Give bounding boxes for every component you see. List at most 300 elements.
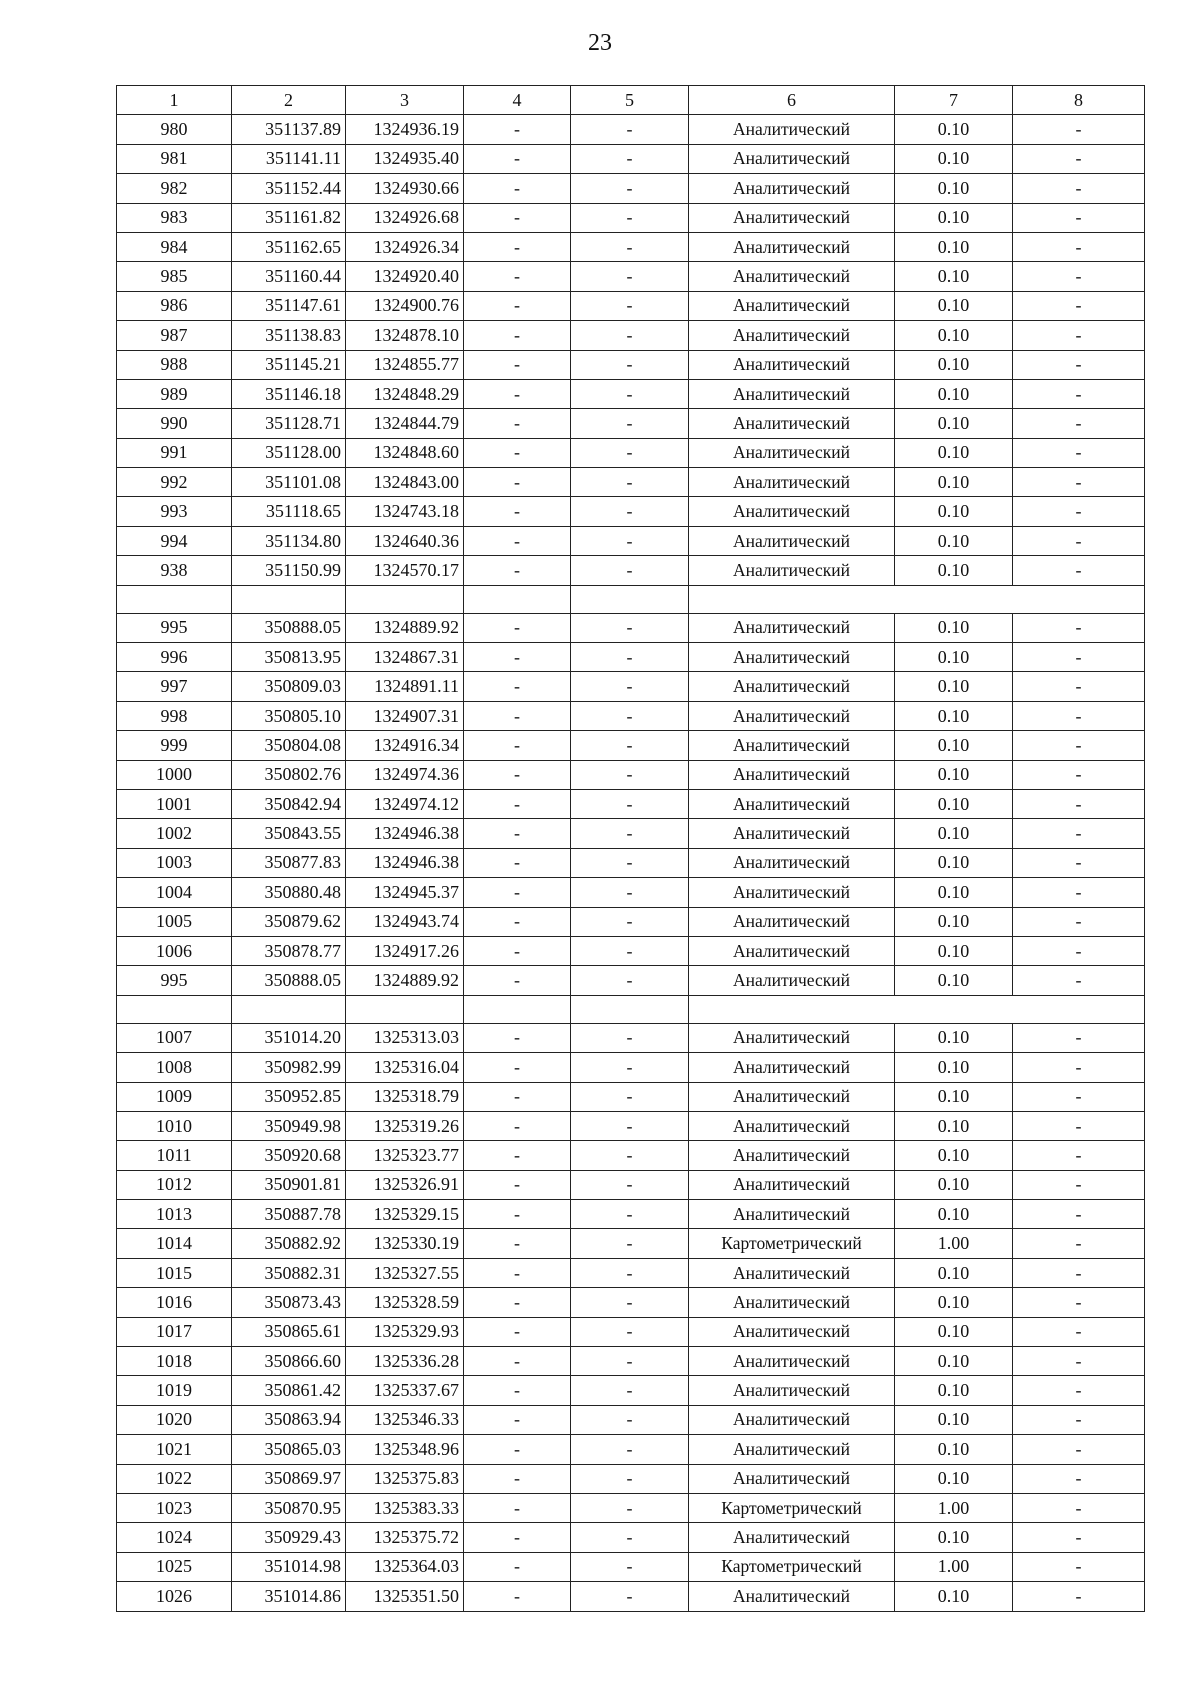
table-cell-col-6: Аналитический	[689, 232, 895, 261]
table-cell-col-8: -	[1013, 232, 1145, 261]
table-cell-col-8: -	[1013, 1258, 1145, 1287]
table-cell-col-7: 0.10	[895, 203, 1013, 232]
table-cell-col-6: Аналитический	[689, 760, 895, 789]
column-header: 4	[464, 86, 571, 115]
table-cell-col-7: 0.10	[895, 789, 1013, 818]
table-cell-col-8: -	[1013, 556, 1145, 585]
table-cell-col-2: 351137.89	[232, 115, 346, 144]
table-cell-col-2: 351014.98	[232, 1552, 346, 1581]
table-cell-col-6: Аналитический	[689, 613, 895, 642]
table-cell-col-6: Аналитический	[689, 1082, 895, 1111]
table-cell-col-8: -	[1013, 731, 1145, 760]
table-cell-col-4: -	[464, 1258, 571, 1287]
table-cell-col-3: 1324570.17	[346, 556, 464, 585]
table-cell-col-8: -	[1013, 819, 1145, 848]
table-cell-col-6: Аналитический	[689, 1288, 895, 1317]
table-cell-col-6: Аналитический	[689, 643, 895, 672]
table-cell-col-3: 1325327.55	[346, 1258, 464, 1287]
table-cell-col-5: -	[571, 321, 689, 350]
table-cell-col-2: 351161.82	[232, 203, 346, 232]
table-cell-col-5: -	[571, 1141, 689, 1170]
table-cell-col-2: 350982.99	[232, 1053, 346, 1082]
empty-cell	[346, 585, 464, 613]
table-cell-col-6: Аналитический	[689, 1582, 895, 1611]
table-cell-col-5: -	[571, 203, 689, 232]
table-cell-col-3: 1324743.18	[346, 497, 464, 526]
table-cell-col-5: -	[571, 1317, 689, 1346]
table-row	[117, 1376, 1145, 1405]
table-cell-col-7: 0.10	[895, 819, 1013, 848]
table-cell-col-3: 1325351.50	[346, 1582, 464, 1611]
table-cell-col-6: Аналитический	[689, 1141, 895, 1170]
table-cell-col-5: -	[571, 1435, 689, 1464]
table-cell-col-5: -	[571, 409, 689, 438]
table-cell-col-6: Аналитический	[689, 1258, 895, 1287]
column-header: 3	[346, 86, 464, 115]
table-cell-col-8: -	[1013, 379, 1145, 408]
table-cell-col-6: Картометрический	[689, 1493, 895, 1522]
table-row	[117, 789, 1145, 818]
table-cell-col-1: 981	[117, 144, 232, 173]
table-cell-col-8: -	[1013, 1347, 1145, 1376]
table-cell-col-2: 350882.92	[232, 1229, 346, 1258]
table-cell-col-7: 0.10	[895, 556, 1013, 585]
table-cell-col-8: -	[1013, 1229, 1145, 1258]
table-cell-col-4: -	[464, 1405, 571, 1434]
table-cell-col-6: Аналитический	[689, 1523, 895, 1552]
table-cell-col-2: 350863.94	[232, 1405, 346, 1434]
table-cell-col-8: -	[1013, 1493, 1145, 1522]
group-separator-row	[117, 995, 1145, 1023]
table-row	[117, 409, 1145, 438]
table-row	[117, 291, 1145, 320]
table-cell-col-1: 985	[117, 262, 232, 291]
table-cell-col-1: 1002	[117, 819, 232, 848]
table-row	[117, 878, 1145, 907]
table-cell-col-8: -	[1013, 350, 1145, 379]
table-cell-col-1: 1012	[117, 1170, 232, 1199]
table-cell-col-5: -	[571, 556, 689, 585]
table-cell-col-8: -	[1013, 1141, 1145, 1170]
table-cell-col-7: 0.10	[895, 1435, 1013, 1464]
table-cell-col-8: -	[1013, 526, 1145, 555]
table-cell-col-5: -	[571, 1405, 689, 1434]
table-row	[117, 174, 1145, 203]
table-row	[117, 438, 1145, 467]
table-cell-col-7: 0.10	[895, 1376, 1013, 1405]
table-cell-col-2: 350888.05	[232, 613, 346, 642]
table-cell-col-1: 1018	[117, 1347, 232, 1376]
table-cell-col-7: 0.10	[895, 115, 1013, 144]
table-cell-col-4: -	[464, 379, 571, 408]
table-cell-col-6: Аналитический	[689, 144, 895, 173]
table-cell-col-7: 0.10	[895, 1053, 1013, 1082]
table-cell-col-6: Аналитический	[689, 1405, 895, 1434]
empty-cell	[464, 585, 571, 613]
table-cell-col-4: -	[464, 438, 571, 467]
table-row	[117, 1258, 1145, 1287]
table-cell-col-1: 1010	[117, 1111, 232, 1140]
table-cell-col-8: -	[1013, 144, 1145, 173]
table-cell-col-2: 351118.65	[232, 497, 346, 526]
table-cell-col-4: -	[464, 1141, 571, 1170]
table-cell-col-1: 1007	[117, 1023, 232, 1052]
table-cell-col-8: -	[1013, 966, 1145, 995]
table-cell-col-7: 0.10	[895, 731, 1013, 760]
table-cell-col-1: 994	[117, 526, 232, 555]
table-cell-col-1: 1004	[117, 878, 232, 907]
table-cell-col-2: 351150.99	[232, 556, 346, 585]
table-cell-col-2: 351138.83	[232, 321, 346, 350]
table-cell-col-5: -	[571, 848, 689, 877]
table-cell-col-1: 1021	[117, 1435, 232, 1464]
table-cell-col-4: -	[464, 556, 571, 585]
table-cell-col-8: -	[1013, 1170, 1145, 1199]
table-cell-col-2: 350865.03	[232, 1435, 346, 1464]
table-cell-col-5: -	[571, 115, 689, 144]
table-cell-col-7: 0.10	[895, 643, 1013, 672]
table-cell-col-2: 350861.42	[232, 1376, 346, 1405]
table-cell-col-4: -	[464, 907, 571, 936]
table-cell-col-6: Аналитический	[689, 731, 895, 760]
column-header: 5	[571, 86, 689, 115]
table-cell-col-7: 0.10	[895, 878, 1013, 907]
table-cell-col-2: 351152.44	[232, 174, 346, 203]
table-cell-col-1: 1013	[117, 1200, 232, 1229]
table-cell-col-6: Аналитический	[689, 701, 895, 730]
table-cell-col-7: 0.10	[895, 1082, 1013, 1111]
table-cell-col-8: -	[1013, 907, 1145, 936]
table-cell-col-7: 0.10	[895, 438, 1013, 467]
table-cell-col-8: -	[1013, 1111, 1145, 1140]
table-cell-col-4: -	[464, 731, 571, 760]
table-cell-col-2: 350929.43	[232, 1523, 346, 1552]
table-row	[117, 643, 1145, 672]
table-row	[117, 1023, 1145, 1052]
table-cell-col-5: -	[571, 1111, 689, 1140]
table-row	[117, 760, 1145, 789]
table-cell-col-2: 350865.61	[232, 1317, 346, 1346]
table-cell-col-2: 351160.44	[232, 262, 346, 291]
table-row	[117, 232, 1145, 261]
table-cell-col-2: 350809.03	[232, 672, 346, 701]
table-cell-col-6: Аналитический	[689, 1053, 895, 1082]
table-cell-col-7: 0.10	[895, 1405, 1013, 1434]
table-cell-col-2: 350873.43	[232, 1288, 346, 1317]
table-cell-col-6: Аналитический	[689, 526, 895, 555]
table-cell-col-6: Аналитический	[689, 1464, 895, 1493]
empty-cell	[232, 995, 346, 1023]
table-row	[117, 1082, 1145, 1111]
table-cell-col-1: 990	[117, 409, 232, 438]
table-cell-col-6: Аналитический	[689, 379, 895, 408]
table-cell-col-8: -	[1013, 1405, 1145, 1434]
table-cell-col-3: 1324946.38	[346, 848, 464, 877]
table-cell-col-4: -	[464, 1376, 571, 1405]
table-cell-col-5: -	[571, 379, 689, 408]
table-cell-col-4: -	[464, 144, 571, 173]
table-cell-col-2: 351128.00	[232, 438, 346, 467]
table-cell-col-7: 0.10	[895, 1141, 1013, 1170]
column-header: 2	[232, 86, 346, 115]
table-cell-col-6: Аналитический	[689, 936, 895, 965]
table-row	[117, 1200, 1145, 1229]
table-cell-col-5: -	[571, 1582, 689, 1611]
table-row	[117, 1582, 1145, 1611]
table-cell-col-3: 1325336.28	[346, 1347, 464, 1376]
table-cell-col-3: 1325337.67	[346, 1376, 464, 1405]
table-cell-col-3: 1324974.36	[346, 760, 464, 789]
table-cell-col-6: Аналитический	[689, 1111, 895, 1140]
table-cell-col-1: 987	[117, 321, 232, 350]
table-row	[117, 321, 1145, 350]
table-cell-col-8: -	[1013, 1582, 1145, 1611]
table-cell-col-3: 1324916.34	[346, 731, 464, 760]
table-cell-col-1: 1006	[117, 936, 232, 965]
table-cell-col-5: -	[571, 350, 689, 379]
table-cell-col-7: 0.10	[895, 174, 1013, 203]
table-cell-col-6: Картометрический	[689, 1229, 895, 1258]
table-cell-col-1: 1023	[117, 1493, 232, 1522]
table-cell-col-6: Картометрический	[689, 1552, 895, 1581]
table-cell-col-3: 1324889.92	[346, 966, 464, 995]
table-cell-col-4: -	[464, 1111, 571, 1140]
table-cell-col-8: -	[1013, 497, 1145, 526]
table-cell-col-5: -	[571, 232, 689, 261]
table-cell-col-5: -	[571, 701, 689, 730]
table-cell-col-7: 0.10	[895, 672, 1013, 701]
table-cell-col-4: -	[464, 232, 571, 261]
table-cell-col-2: 350882.31	[232, 1258, 346, 1287]
table-cell-col-3: 1324926.68	[346, 203, 464, 232]
table-cell-col-4: -	[464, 115, 571, 144]
table-cell-col-7: 0.10	[895, 701, 1013, 730]
table-cell-col-5: -	[571, 1170, 689, 1199]
table-cell-col-6: Аналитический	[689, 1200, 895, 1229]
table-cell-col-7: 0.10	[895, 1111, 1013, 1140]
table-cell-col-1: 1001	[117, 789, 232, 818]
table-cell-col-2: 350802.76	[232, 760, 346, 789]
table-cell-col-7: 1.00	[895, 1229, 1013, 1258]
table-cell-col-6: Аналитический	[689, 556, 895, 585]
table-cell-col-1: 1025	[117, 1552, 232, 1581]
table-cell-col-8: -	[1013, 115, 1145, 144]
table-cell-col-2: 351146.18	[232, 379, 346, 408]
table-cell-col-5: -	[571, 936, 689, 965]
table-cell-col-2: 350887.78	[232, 1200, 346, 1229]
table-cell-col-7: 0.10	[895, 497, 1013, 526]
table-row	[117, 1523, 1145, 1552]
table-cell-col-4: -	[464, 409, 571, 438]
table-cell-col-3: 1325364.03	[346, 1552, 464, 1581]
table-cell-col-3: 1324935.40	[346, 144, 464, 173]
table-cell-col-1: 1024	[117, 1523, 232, 1552]
table-cell-col-7: 0.10	[895, 232, 1013, 261]
table-cell-col-7: 1.00	[895, 1552, 1013, 1581]
table-row	[117, 1111, 1145, 1140]
table-cell-col-2: 350879.62	[232, 907, 346, 936]
table-cell-col-3: 1324855.77	[346, 350, 464, 379]
table-cell-col-6: Аналитический	[689, 1023, 895, 1052]
table-cell-col-6: Аналитический	[689, 1317, 895, 1346]
table-cell-col-6: Аналитический	[689, 789, 895, 818]
table-cell-col-6: Аналитический	[689, 1376, 895, 1405]
table-cell-col-5: -	[571, 760, 689, 789]
table-cell-col-4: -	[464, 819, 571, 848]
table-cell-col-6: Аналитический	[689, 203, 895, 232]
table-cell-col-2: 351101.08	[232, 468, 346, 497]
table-row	[117, 1435, 1145, 1464]
table-cell-col-5: -	[571, 174, 689, 203]
table-cell-col-5: -	[571, 731, 689, 760]
table-cell-col-1: 995	[117, 966, 232, 995]
table-cell-col-3: 1324936.19	[346, 115, 464, 144]
table-cell-col-3: 1325329.93	[346, 1317, 464, 1346]
table-cell-col-5: -	[571, 1493, 689, 1522]
table-cell-col-8: -	[1013, 936, 1145, 965]
table-cell-col-4: -	[464, 966, 571, 995]
table-cell-col-4: -	[464, 174, 571, 203]
table-cell-col-7: 0.10	[895, 1288, 1013, 1317]
table-cell-col-8: -	[1013, 848, 1145, 877]
table-cell-col-5: -	[571, 1053, 689, 1082]
table-cell-col-4: -	[464, 613, 571, 642]
table-row	[117, 556, 1145, 585]
table-cell-col-5: -	[571, 819, 689, 848]
table-cell-col-4: -	[464, 1435, 571, 1464]
table-cell-col-1: 980	[117, 115, 232, 144]
table-cell-col-4: -	[464, 1582, 571, 1611]
table-cell-col-3: 1324907.31	[346, 701, 464, 730]
table-cell-col-8: -	[1013, 1552, 1145, 1581]
table-row	[117, 1288, 1145, 1317]
table-cell-col-5: -	[571, 438, 689, 467]
table-cell-col-6: Аналитический	[689, 672, 895, 701]
table-row	[117, 144, 1145, 173]
table-cell-col-2: 350877.83	[232, 848, 346, 877]
table-cell-col-7: 0.10	[895, 613, 1013, 642]
table-cell-col-6: Аналитический	[689, 174, 895, 203]
table-cell-col-5: -	[571, 1023, 689, 1052]
table-cell-col-1: 1016	[117, 1288, 232, 1317]
empty-cell	[571, 585, 689, 613]
table-cell-col-1: 993	[117, 497, 232, 526]
table-cell-col-8: -	[1013, 760, 1145, 789]
column-header: 8	[1013, 86, 1145, 115]
table-cell-col-6: Аналитический	[689, 291, 895, 320]
table-cell-col-4: -	[464, 1170, 571, 1199]
table-cell-col-5: -	[571, 1523, 689, 1552]
table-cell-col-2: 350952.85	[232, 1082, 346, 1111]
table-cell-col-3: 1325346.33	[346, 1405, 464, 1434]
table-cell-col-8: -	[1013, 1200, 1145, 1229]
table-cell-col-4: -	[464, 1053, 571, 1082]
table-cell-col-4: -	[464, 350, 571, 379]
table-cell-col-4: -	[464, 291, 571, 320]
table-cell-col-3: 1324900.76	[346, 291, 464, 320]
empty-cell	[689, 995, 1145, 1023]
table-cell-col-4: -	[464, 789, 571, 818]
table-cell-col-7: 0.10	[895, 144, 1013, 173]
table-cell-col-1: 997	[117, 672, 232, 701]
table-cell-col-1: 1000	[117, 760, 232, 789]
table-cell-col-3: 1324917.26	[346, 936, 464, 965]
table-cell-col-4: -	[464, 1523, 571, 1552]
table-cell-col-2: 351162.65	[232, 232, 346, 261]
table-cell-col-4: -	[464, 1464, 571, 1493]
table-cell-col-8: -	[1013, 409, 1145, 438]
table-row	[117, 262, 1145, 291]
table-cell-col-1: 986	[117, 291, 232, 320]
table-cell-col-3: 1324848.29	[346, 379, 464, 408]
table-cell-col-1: 1009	[117, 1082, 232, 1111]
table-cell-col-3: 1324946.38	[346, 819, 464, 848]
table-cell-col-4: -	[464, 878, 571, 907]
table-cell-col-3: 1325330.19	[346, 1229, 464, 1258]
table-cell-col-3: 1325323.77	[346, 1141, 464, 1170]
table-cell-col-1: 1003	[117, 848, 232, 877]
table-cell-col-3: 1325328.59	[346, 1288, 464, 1317]
table-cell-col-1: 998	[117, 701, 232, 730]
table-row	[117, 1317, 1145, 1346]
table-cell-col-8: -	[1013, 1376, 1145, 1405]
empty-cell	[464, 995, 571, 1023]
column-header: 7	[895, 86, 1013, 115]
table-cell-col-3: 1325348.96	[346, 1435, 464, 1464]
table-cell-col-7: 0.10	[895, 966, 1013, 995]
coordinates-table	[116, 85, 1145, 1612]
table-cell-col-8: -	[1013, 1023, 1145, 1052]
table-cell-col-1: 995	[117, 613, 232, 642]
table-cell-col-7: 0.10	[895, 262, 1013, 291]
table-cell-col-7: 0.10	[895, 1023, 1013, 1052]
table-cell-col-4: -	[464, 526, 571, 555]
table-cell-col-1: 1017	[117, 1317, 232, 1346]
table-cell-col-4: -	[464, 1317, 571, 1346]
table-cell-col-8: -	[1013, 1435, 1145, 1464]
table-cell-col-8: -	[1013, 262, 1145, 291]
table-cell-col-6: Аналитический	[689, 262, 895, 291]
table-cell-col-3: 1324891.11	[346, 672, 464, 701]
column-header: 6	[689, 86, 895, 115]
table-row	[117, 1141, 1145, 1170]
table-cell-col-4: -	[464, 848, 571, 877]
table-row	[117, 1170, 1145, 1199]
table-row	[117, 115, 1145, 144]
table-cell-col-4: -	[464, 643, 571, 672]
table-cell-col-7: 0.10	[895, 848, 1013, 877]
table-cell-col-2: 351147.61	[232, 291, 346, 320]
table-cell-col-6: Аналитический	[689, 907, 895, 936]
table-cell-col-8: -	[1013, 613, 1145, 642]
table-row	[117, 966, 1145, 995]
table-cell-col-5: -	[571, 1200, 689, 1229]
table-cell-col-7: 0.10	[895, 1170, 1013, 1199]
table-cell-col-1: 938	[117, 556, 232, 585]
table-cell-col-3: 1324889.92	[346, 613, 464, 642]
table-cell-col-8: -	[1013, 291, 1145, 320]
table-cell-col-3: 1324926.34	[346, 232, 464, 261]
table-cell-col-1: 992	[117, 468, 232, 497]
table-cell-col-1: 988	[117, 350, 232, 379]
table-cell-col-6: Аналитический	[689, 848, 895, 877]
table-cell-col-1: 982	[117, 174, 232, 203]
table-cell-col-3: 1325326.91	[346, 1170, 464, 1199]
table-cell-col-3: 1324930.66	[346, 174, 464, 203]
table-cell-col-4: -	[464, 262, 571, 291]
table-row	[117, 526, 1145, 555]
table-cell-col-5: -	[571, 144, 689, 173]
